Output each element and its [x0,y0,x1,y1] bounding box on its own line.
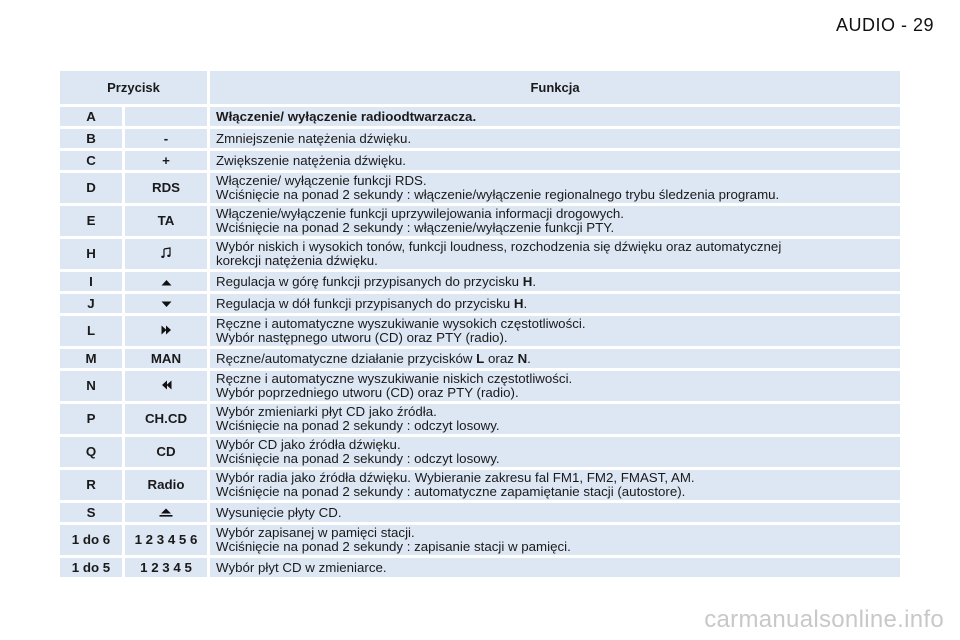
column-header-button: Przycisk [60,71,207,104]
description-line [216,297,894,311]
arrow-up-icon [161,275,172,289]
button-key: S [60,503,122,522]
function-description [210,272,900,291]
button-symbol: CD [125,437,207,467]
button-symbol [125,272,207,291]
button-symbol: RDS [125,173,207,203]
button-key: N [60,371,122,401]
description-line: Włączenie/ wyłączenie funkcji RDS. [216,173,427,188]
table-row [60,470,900,500]
function-description [210,239,900,269]
rewind-icon [161,379,172,393]
button-key: H [60,239,122,269]
table-row [60,151,900,170]
button-symbol: + [125,151,207,170]
description-line: Wybór następnego utworu (CD) oraz PTY (radio). [216,330,508,345]
button-symbol [125,294,207,313]
button-symbol [125,107,207,126]
description-text: . [532,273,537,289]
table-row [60,173,900,203]
fast-forward-icon [161,324,172,338]
function-description [210,316,900,346]
button-symbol: 1 2 3 4 5 [125,558,207,577]
function-description [210,470,900,500]
button-key: E [60,206,122,236]
table-row [60,129,900,148]
function-description [210,371,900,401]
description-line: korekcji natężenia dźwięku. [216,253,378,268]
description-line: Ręczne i automatyczne wyszukiwanie niskich częstotliwości. [216,371,573,386]
description-line: Wybór zmieniarki płyt CD jako źródła. [216,404,437,419]
description-line [216,352,894,366]
description-line: Zmniejszenie natężenia dźwięku. [216,130,412,146]
table-row [60,316,900,346]
eject-icon [159,506,173,520]
description-text: . [527,350,531,366]
function-description [210,437,900,467]
arrow-down-icon [161,297,172,311]
button-symbol: Radio [125,470,207,500]
button-key: A [60,107,122,126]
table-row [60,558,900,577]
function-description [210,558,900,577]
function-description [210,206,900,236]
description-line: Wybór niskich i wysokich tonów, funkcji loudness, rozchodzenia się dźwięku oraz automatycznej [216,239,782,254]
button-key: 1 do 5 [60,558,122,577]
button-key: R [60,470,122,500]
description-text: Regulacja w dół funkcji przypisanych do przycisku [216,295,514,311]
table-row [60,239,900,269]
button-key: I [60,272,122,291]
column-header-function: Funkcja [210,71,900,104]
button-symbol: - [125,129,207,148]
button-key: M [60,349,122,368]
description-line: Włączenie/wyłączenie funkcji uprzywilejowania informacji drogowych. [216,206,624,221]
key-reference: H [522,273,533,289]
button-key: Q [60,437,122,467]
button-key: D [60,173,122,203]
button-symbol: TA [125,206,207,236]
button-symbol [125,239,207,269]
function-description [210,129,900,148]
description-line: Wciśnięcie na ponad 2 sekundy : odczyt losowy. [216,451,500,466]
table-row [60,371,900,401]
description-line: Wybór poprzedniego utworu (CD) oraz PTY (radio). [216,385,519,400]
function-description [210,107,900,126]
description-line: Wciśnięcie na ponad 2 sekundy : włączenie/wyłączenie regionalnego trybu śledzenia programu. [216,187,780,202]
function-description [210,503,900,522]
description-line: Wciśnięcie na ponad 2 sekundy : automatyczne zapamiętanie stacji (autostore). [216,484,686,499]
function-description [210,173,900,203]
function-table [57,68,903,580]
button-key: C [60,151,122,170]
table-row [60,206,900,236]
key-reference: L [476,350,485,366]
button-key: J [60,294,122,313]
description-line: Wciśnięcie na ponad 2 sekundy : odczyt losowy. [216,418,500,433]
description-line: Wybór radia jako źródła dźwięku. Wybieranie zakresu fal FM1, FM2, FMAST, AM. [216,470,695,485]
function-description [210,151,900,170]
button-key: 1 do 6 [60,525,122,555]
page-header: AUDIO - 29 [835,15,934,35]
table-row [60,349,900,368]
description-line: Włączenie/ wyłączenie radioodtwarzacza. [216,108,477,124]
function-description [210,404,900,434]
description-line: Wybór CD jako źródła dźwięku. [216,437,401,452]
button-symbol: MAN [125,349,207,368]
table-header-row [60,71,900,104]
description-line [216,275,894,289]
description-line: Wybór płyt CD w zmieniarce. [216,559,387,575]
table-row [60,107,900,126]
button-symbol: 1 2 3 4 5 6 [125,525,207,555]
function-description [210,525,900,555]
description-line: Wciśnięcie na ponad 2 sekundy : zapisanie stacji w pamięci. [216,539,571,554]
button-key: L [60,316,122,346]
table-row [60,272,900,291]
key-reference: N [517,350,528,366]
table-row [60,525,900,555]
watermark: carmanualsonline.info [704,606,944,633]
button-symbol: CH.CD [125,404,207,434]
description-text: Regulacja w górę funkcji przypisanych do przycisku [216,273,523,289]
description-line: Wybór zapisanej w pamięci stacji. [216,525,415,540]
description-line: Ręczne i automatyczne wyszukiwanie wysokich częstotliwości. [216,316,586,331]
button-symbol [125,503,207,522]
description-text: . [523,295,528,311]
button-key: P [60,404,122,434]
table-row [60,404,900,434]
table-row [60,294,900,313]
table-row [60,503,900,522]
key-reference: H [513,295,524,311]
button-symbol [125,371,207,401]
button-symbol [125,316,207,346]
button-key: B [60,129,122,148]
music-note-icon [160,247,172,262]
description-line: Wysunięcie płyty CD. [216,504,342,520]
description-text: Ręczne/automatyczne działanie przycisków [216,350,477,366]
function-description [210,294,900,313]
description-text: oraz [484,350,518,366]
table-row [60,437,900,467]
description-line: Zwiększenie natężenia dźwięku. [216,152,406,168]
description-line: Wciśnięcie na ponad 2 sekundy : włączenie/wyłączenie funkcji PTY. [216,220,615,235]
function-description [210,349,900,368]
